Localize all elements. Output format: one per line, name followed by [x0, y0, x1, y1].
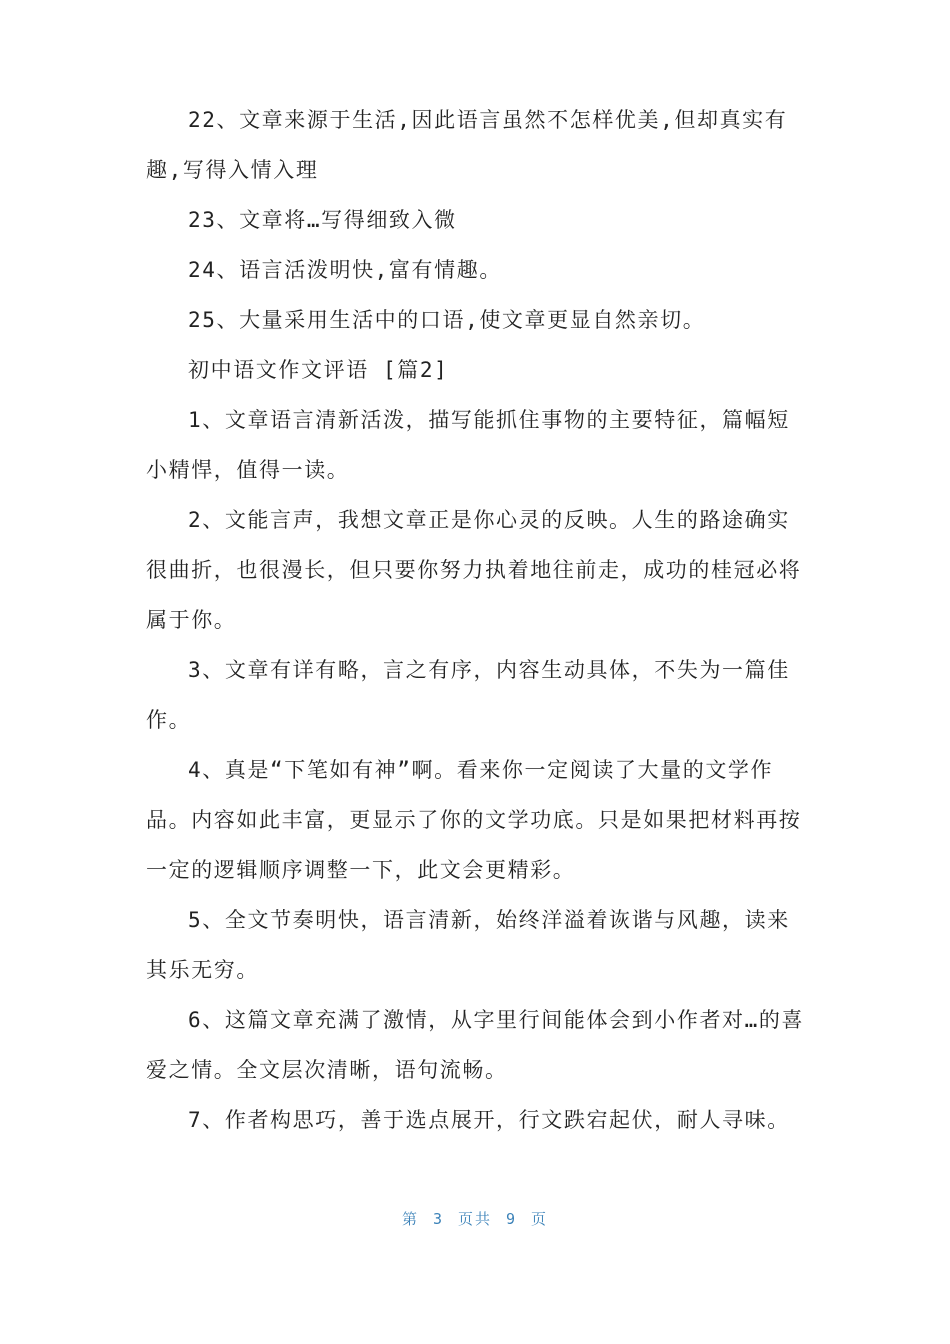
footer-current-page: 3 [432, 1210, 444, 1228]
footer-suffix: 页 [531, 1210, 549, 1228]
paragraph-item-6: 6、这篇文章充满了激情，从字里行间能体会到小作者对…的喜爱之情。全文层次清晰，语句流畅。 [146, 1008, 805, 1082]
paragraph-item-2: 2、文能言声，我想文章正是你心灵的反映。人生的路途确实很曲折，也很漫长，但只要你努力执着地往前走，成功的桂冠必将属于你。 [146, 508, 802, 632]
section-heading: 初中语文作文评语 [篇2] [188, 358, 449, 382]
paragraph-item-3: 3、文章有详有略，言之有序，内容生动具体，不失为一篇佳作。 [146, 658, 790, 732]
paragraph-item-25: 25、大量采用生活中的口语,使文章更显自然亲切。 [188, 308, 706, 332]
paragraph-item-24: 24、语言活泼明快,富有情趣。 [188, 258, 502, 282]
footer-middle: 页共 [457, 1210, 492, 1228]
paragraph-item-23: 23、文章将…写得细致入微 [188, 208, 457, 232]
paragraph-item-5: 5、全文节奏明快，语言清新，始终洋溢着诙谐与风趣，读来其乐无穷。 [146, 908, 790, 982]
paragraph-item-22: 22、文章来源于生活,因此语言虽然不怎样优美,但却真实有趣,写得入情入理 [146, 108, 788, 182]
footer-prefix: 第 [401, 1210, 419, 1228]
paragraph-item-7: 7、作者构思巧，善于选点展开，行文跌宕起伏，耐人寻味。 [188, 1108, 790, 1132]
paragraph-item-1: 1、文章语言清新活泼，描写能抓住事物的主要特征，篇幅短小精悍，值得一读。 [146, 408, 790, 482]
paragraph-item-4: 4、真是“下笔如有神”啊。看来你一定阅读了大量的文学作品。内容如此丰富，更显示了你的文学功底。只是如果把材料再按一定的逻辑顺序调整一下，此文会更精彩。 [146, 758, 802, 882]
footer-total-pages: 9 [506, 1210, 518, 1228]
page-footer [0, 1208, 950, 1229]
